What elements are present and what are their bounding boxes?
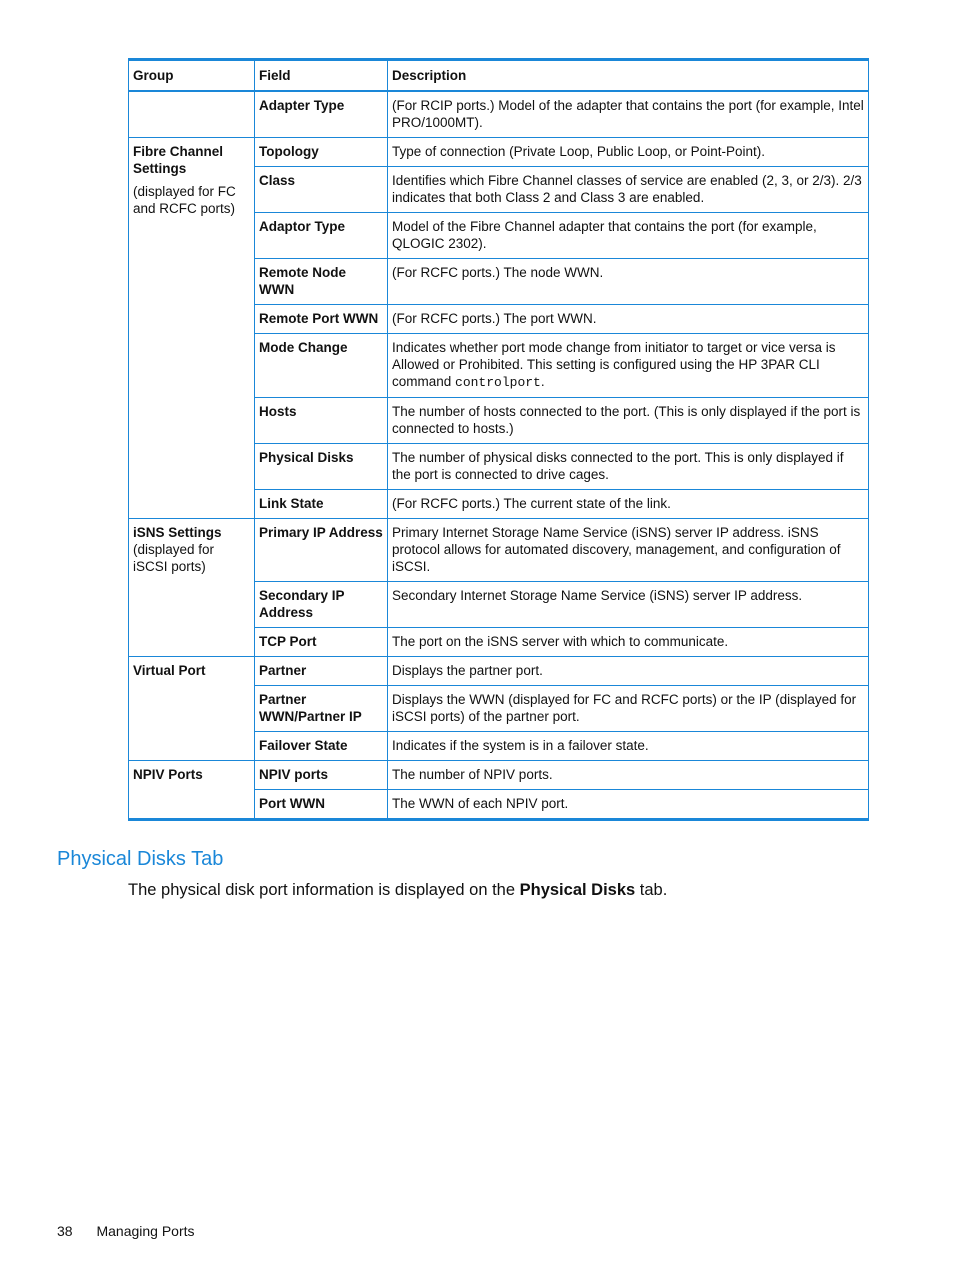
table-row: [129, 138, 869, 167]
group-note: (displayed for iSCSI ports): [133, 542, 215, 574]
header-field: Field: [255, 60, 388, 92]
page-number: 38: [57, 1223, 73, 1239]
section-heading: Physical Disks Tab: [57, 848, 224, 870]
field-cell: Failover State: [255, 732, 388, 761]
cli-command-code: controlport: [455, 375, 541, 390]
group-cell-empty: [129, 91, 255, 138]
body-text-end: tab.: [635, 881, 668, 899]
field-cell: Partner WWN/Partner IP: [255, 686, 388, 732]
group-cell: [129, 519, 255, 657]
page-footer: [57, 1223, 195, 1239]
field-cell: Hosts: [255, 398, 388, 444]
description-cell: (For RCFC ports.) The current state of the link.: [388, 490, 869, 519]
field-cell: Mode Change: [255, 334, 388, 398]
field-cell: Remote Node WWN: [255, 259, 388, 305]
description-cell: The number of hosts connected to the port. (This is only displayed if the port is connected to hosts.): [388, 398, 869, 444]
field-cell: Adapter Type: [255, 91, 388, 138]
body-text: The physical disk port information is displayed on the: [128, 881, 520, 899]
table-row: [129, 657, 869, 686]
field-cell: Port WWN: [255, 790, 388, 820]
description-cell: The port on the iSNS server with which to communicate.: [388, 628, 869, 657]
description-cell: Model of the Fibre Channel adapter that contains the port (for example, QLOGIC 2302).: [388, 213, 869, 259]
group-name: Fibre Channel Settings: [133, 144, 224, 176]
description-cell: The number of physical disks connected to the port. This is only displayed if the port is connected to drive cages.: [388, 444, 869, 490]
ports-info-table: [128, 58, 869, 821]
group-cell: Virtual Port: [129, 657, 255, 761]
field-cell: Secondary IP Address: [255, 582, 388, 628]
description-cell: The WWN of each NPIV port.: [388, 790, 869, 820]
description-cell: Displays the partner port.: [388, 657, 869, 686]
field-cell: Link State: [255, 490, 388, 519]
description-cell: Type of connection (Private Loop, Public Loop, or Point-Point).: [388, 138, 869, 167]
description-tail: .: [540, 374, 545, 389]
field-cell: Adaptor Type: [255, 213, 388, 259]
description-cell: The number of NPIV ports.: [388, 761, 869, 790]
description-cell: (For RCFC ports.) The port WWN.: [388, 305, 869, 334]
header-description: Description: [388, 60, 869, 92]
table-row: [129, 519, 869, 582]
description-cell: Indicates if the system is in a failover state.: [388, 732, 869, 761]
field-cell: NPIV ports: [255, 761, 388, 790]
field-cell: Partner: [255, 657, 388, 686]
body-bold-term: Physical Disks: [519, 881, 636, 899]
field-cell: Remote Port WWN: [255, 305, 388, 334]
field-cell: Topology: [255, 138, 388, 167]
description-cell: Primary Internet Storage Name Service (iSNS) server IP address. iSNS protocol allows for automated discovery, management, and configuration of iSCSI.: [388, 519, 869, 582]
table-row: [129, 91, 869, 138]
header-group: Group: [129, 60, 255, 92]
description-text: Indicates whether port mode change from initiator to target or vice versa is Allowed or Prohibited. This setting is configured using the HP 3PAR CLI command: [392, 340, 836, 389]
table-header-row: [129, 60, 869, 92]
description-cell: Identifies which Fibre Channel classes of service are enabled (2, 3, or 2/3). 2/3 indicates that both Class 2 and Class 3 are enabled.: [388, 167, 869, 213]
description-cell: Displays the WWN (displayed for FC and RCFC ports) or the IP (displayed for iSCSI ports) of the partner port.: [388, 686, 869, 732]
description-cell: Secondary Internet Storage Name Service (iSNS) server IP address.: [388, 582, 869, 628]
group-name: iSNS Settings: [133, 525, 222, 540]
group-note: (displayed for FC and RCFC ports): [133, 184, 236, 216]
field-cell: TCP Port: [255, 628, 388, 657]
description-cell: (For RCIP ports.) Model of the adapter that contains the port (for example, Intel PRO/1000MT).: [388, 91, 869, 138]
field-cell: Physical Disks: [255, 444, 388, 490]
chapter-title: Managing Ports: [96, 1223, 195, 1239]
group-cell: [129, 138, 255, 519]
description-cell: [388, 334, 869, 398]
group-cell: NPIV Ports: [129, 761, 255, 820]
table-row: [129, 761, 869, 790]
section-body: [128, 881, 667, 900]
field-cell: Class: [255, 167, 388, 213]
description-cell: (For RCFC ports.) The node WWN.: [388, 259, 869, 305]
field-cell: Primary IP Address: [255, 519, 388, 582]
